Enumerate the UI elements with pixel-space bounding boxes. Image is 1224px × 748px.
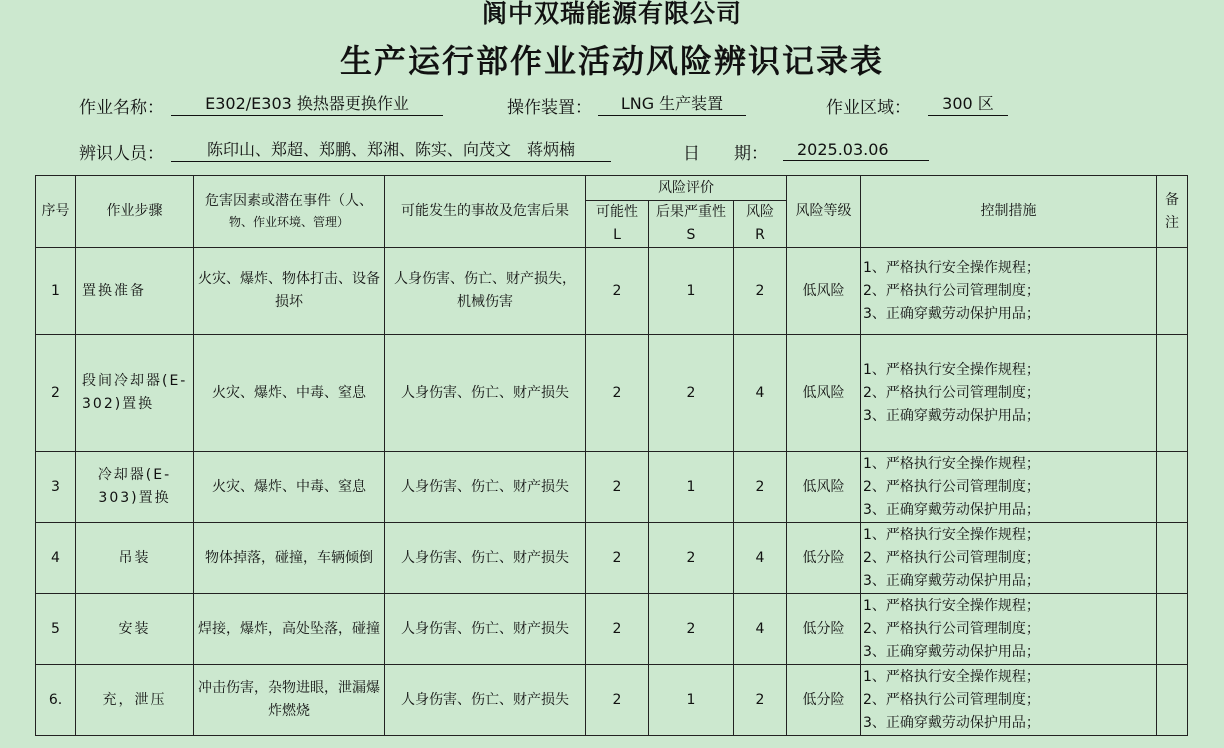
cell-severity: 2 <box>649 523 734 594</box>
control-item: 1、严格执行安全操作规程； <box>863 597 1040 614</box>
cell-seq: 6. <box>36 665 76 736</box>
cell-risk: 2 <box>734 452 787 523</box>
cell-hazard: 火灾、爆炸、中毒、窒息 <box>194 335 385 452</box>
cell-severity: 1 <box>649 452 734 523</box>
identifier-value: 陈印山、郑超、郑鹏、郑湘、陈实、向茂文 蒋炳楠 <box>171 139 611 162</box>
cell-remark <box>1157 452 1188 523</box>
cell-consequence: 人身伤害、伤亡、财产损失 <box>385 452 586 523</box>
cell-consequence: 人身伤害、伤亡、财产损失 <box>385 335 586 452</box>
cell-hazard: 物体掉落，碰撞，车辆倾倒 <box>194 523 385 594</box>
control-item: 3、正确穿戴劳动保护用品； <box>863 305 1040 322</box>
cell-step: 充，泄压 <box>76 665 194 736</box>
cell-level: 低风险 <box>787 335 861 452</box>
header-risk-eval: 风险评价 <box>586 176 787 201</box>
cell-severity: 1 <box>649 248 734 335</box>
cell-risk: 4 <box>734 594 787 665</box>
device-value: LNG 生产装置 <box>598 93 746 116</box>
control-item: 3、正确穿戴劳动保护用品； <box>863 714 1040 731</box>
cell-level: 低风险 <box>787 248 861 335</box>
cell-remark <box>1157 335 1188 452</box>
control-item: 1、严格执行安全操作规程； <box>863 526 1040 543</box>
cell-remark <box>1157 248 1188 335</box>
form-title: 生产运行部作业活动风险辨识记录表 <box>339 42 884 80</box>
control-item: 1、严格执行安全操作规程； <box>863 361 1040 378</box>
cell-consequence: 人身伤害、伤亡、财产损失 <box>385 523 586 594</box>
cell-control <box>861 452 1157 523</box>
header-step: 作业步骤 <box>76 176 194 248</box>
cell-severity: 2 <box>649 335 734 452</box>
header-likelihood: 可能性 L <box>586 201 649 248</box>
cell-step: 段间冷却器(E-302)置换 <box>76 335 194 452</box>
cell-risk: 4 <box>734 523 787 594</box>
cell-severity: 1 <box>649 665 734 736</box>
header-consequence: 可能发生的事故及危害后果 <box>385 176 586 248</box>
cell-seq: 1 <box>36 248 76 335</box>
job-name-value: E302/E303 换热器更换作业 <box>171 93 443 116</box>
date-value: 2025.03.06 <box>783 139 929 161</box>
cell-severity: 2 <box>649 594 734 665</box>
cell-remark <box>1157 523 1188 594</box>
cell-level: 低分险 <box>787 523 861 594</box>
table-row <box>36 248 1188 335</box>
cell-likelihood: 2 <box>586 594 649 665</box>
header-hazard: 危害因素或潜在事件（人、 物、作业环境、管理） <box>194 176 385 248</box>
control-item: 2、严格执行公司管理制度； <box>863 691 1040 708</box>
cell-risk: 4 <box>734 335 787 452</box>
cell-likelihood: 2 <box>586 665 649 736</box>
job-name-label: 作业名称： <box>79 98 164 118</box>
cell-control <box>861 248 1157 335</box>
cell-seq: 5 <box>36 594 76 665</box>
header-control: 控制措施 <box>861 176 1157 248</box>
device-label: 操作装置： <box>507 98 592 118</box>
cell-likelihood: 2 <box>586 248 649 335</box>
control-item: 3、正确穿戴劳动保护用品； <box>863 572 1040 589</box>
cell-step: 吊装 <box>76 523 194 594</box>
cell-likelihood: 2 <box>586 523 649 594</box>
control-item: 3、正确穿戴劳动保护用品； <box>863 643 1040 660</box>
control-item: 1、严格执行安全操作规程； <box>863 668 1040 685</box>
control-item: 3、正确穿戴劳动保护用品； <box>863 501 1040 518</box>
cell-hazard: 焊接，爆炸，高处坠落，碰撞 <box>194 594 385 665</box>
date-label: 日 期： <box>683 144 768 164</box>
cell-control <box>861 335 1157 452</box>
cell-step: 冷却器(E-303)置换 <box>76 452 194 523</box>
control-item: 1、严格执行安全操作规程； <box>863 259 1040 276</box>
cell-control <box>861 594 1157 665</box>
cell-consequence: 人身伤害、伤亡、财产损失 <box>385 665 586 736</box>
control-item: 2、严格执行公司管理制度； <box>863 384 1040 401</box>
cell-risk: 2 <box>734 248 787 335</box>
cell-hazard: 冲击伤害，杂物进眼，泄漏爆炸燃烧 <box>194 665 385 736</box>
identifier-label: 辨识人员： <box>79 144 164 164</box>
header-severity: 后果严重性 S <box>649 201 734 248</box>
header-level: 风险等级 <box>787 176 861 248</box>
cell-remark <box>1157 594 1188 665</box>
cell-risk: 2 <box>734 665 787 736</box>
cell-control <box>861 523 1157 594</box>
control-item: 2、严格执行公司管理制度； <box>863 478 1040 495</box>
area-value: 300 区 <box>928 93 1008 116</box>
table-row <box>36 594 1188 665</box>
company-name: 阆中双瑞能源有限公司 <box>481 0 742 28</box>
cell-step: 置换准备 <box>76 248 194 335</box>
header-risk: 风险 R <box>734 201 787 248</box>
cell-level: 低分险 <box>787 594 861 665</box>
control-item: 2、严格执行公司管理制度； <box>863 620 1040 637</box>
control-item: 2、严格执行公司管理制度； <box>863 282 1040 299</box>
cell-seq: 2 <box>36 335 76 452</box>
header-seq: 序号 <box>36 176 76 248</box>
cell-seq: 4 <box>36 523 76 594</box>
cell-seq: 3 <box>36 452 76 523</box>
risk-table <box>35 175 1188 736</box>
cell-level: 低分险 <box>787 665 861 736</box>
cell-consequence: 人身伤害、伤亡、财产损失 <box>385 594 586 665</box>
area-label: 作业区域： <box>826 98 911 118</box>
table-row <box>36 335 1188 452</box>
table-row <box>36 523 1188 594</box>
control-item: 1、严格执行安全操作规程； <box>863 455 1040 472</box>
table-row <box>36 665 1188 736</box>
cell-consequence: 人身伤害、伤亡、财产损失，机械伤害 <box>385 248 586 335</box>
table-row <box>36 452 1188 523</box>
header-remark: 备注 <box>1157 176 1188 248</box>
cell-control <box>861 665 1157 736</box>
cell-level: 低风险 <box>787 452 861 523</box>
control-item: 2、严格执行公司管理制度； <box>863 549 1040 566</box>
cell-likelihood: 2 <box>586 452 649 523</box>
control-item: 3、正确穿戴劳动保护用品； <box>863 407 1040 424</box>
cell-hazard: 火灾、爆炸、物体打击、设备损坏 <box>194 248 385 335</box>
cell-remark <box>1157 665 1188 736</box>
cell-likelihood: 2 <box>586 335 649 452</box>
cell-step: 安装 <box>76 594 194 665</box>
cell-hazard: 火灾、爆炸、中毒、窒息 <box>194 452 385 523</box>
